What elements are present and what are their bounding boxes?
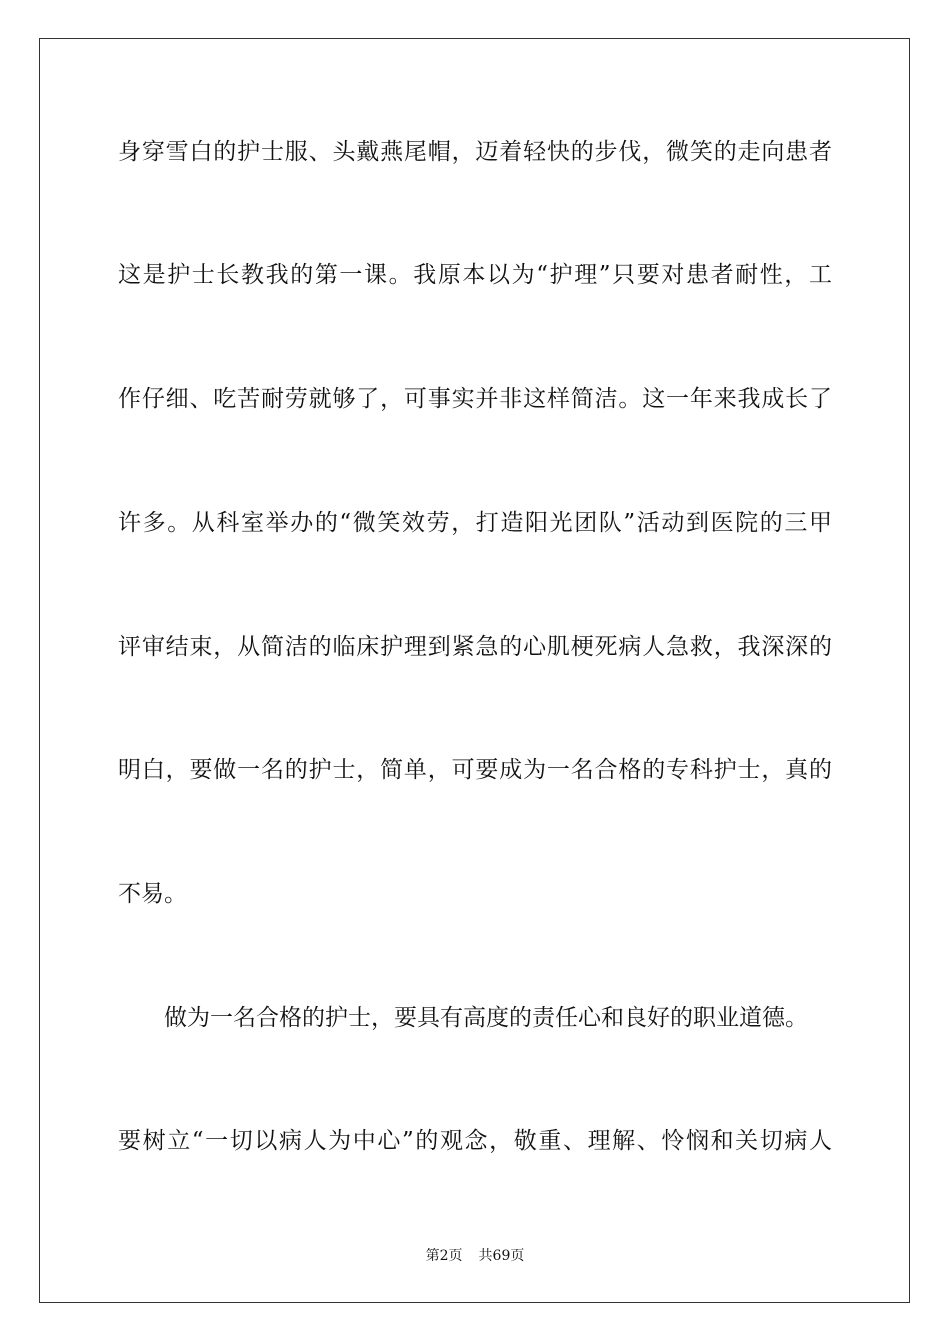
text-line: 作仔细、吃苦耐劳就够了，可事实并非这样简洁。这一年来我成长了 [118, 386, 832, 412]
page-border [39, 38, 910, 1303]
text-line: 许多。从科室举办的“微笑效劳，打造阳光团队”活动到医院的三甲 [118, 510, 832, 536]
page-number: 第2页 [425, 1248, 463, 1264]
text-line: 这是护士长教我的第一课。我原本以为“护理”只要对患者耐性，工 [118, 262, 832, 288]
page-footer [0, 1246, 950, 1266]
text-line: 身穿雪白的护士服、头戴燕尾帽，迈着轻快的步伐，微笑的走向患者 [118, 139, 832, 165]
text-line: 明白，要做一名的护士，简单，可要成为一名合格的专科护士，真的 [118, 757, 832, 783]
paragraph-first-line: 做为一名合格的护士，要具有高度的责任心和良好的职业道德。 [164, 1005, 808, 1031]
total-pages: 共69页 [478, 1248, 525, 1264]
text-line: 评审结束，从简洁的临床护理到紧急的心肌梗死病人急救，我深深的 [118, 634, 832, 660]
text-line: 不易。 [118, 881, 187, 907]
text-line: 要树立“一切以病人为中心”的观念，敬重、理解、怜悯和关切病人 [118, 1128, 832, 1154]
